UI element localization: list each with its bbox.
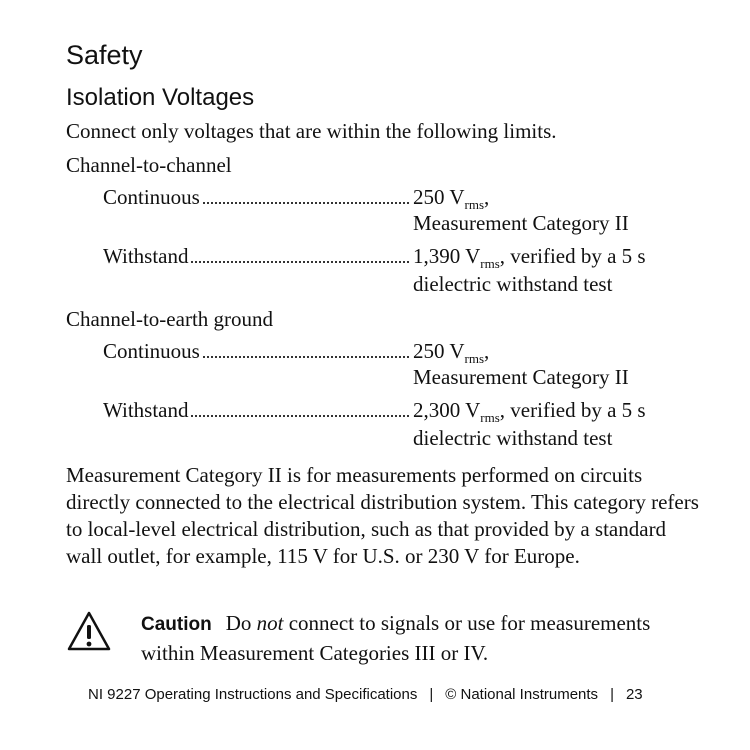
page-title: Safety [66,40,143,70]
spec-row-label: Withstand [103,397,411,424]
spec-value: 1,390 $V_{rms}$, verified by a 5 s [413,244,646,271]
caution-note: Caution Do not connect to signals or use for measurements within Measurement Categories III or IV. [141,611,651,665]
spec-value: 250 $V_{rms}$, [413,185,490,212]
page-footer: NI 9227 Operating Instructions and Specifications | © National Instruments | 23 [88,686,643,703]
spec-value: 2,300 $V_{rms}$, verified by a 5 s [413,398,646,425]
caution-emphasis: not [256,611,284,635]
spec-row-label: Withstand [103,243,411,270]
spec-row-label: Continuous [103,184,411,211]
intro-text: Connect only voltages that are within the following limits. [66,119,557,143]
spec-value-line2: Measurement Category II [413,211,629,235]
spec-value-line2: dielectric withstand test [413,272,613,296]
group-title-channel-to-earth: Channel-to-earth ground [66,307,274,331]
warning-triangle-icon [66,610,112,657]
page-number: 23 [625,686,643,703]
spec-value: 250 $V_{rms}$, [413,339,490,366]
section-title: Isolation Voltages [66,84,255,111]
spec-row-label: Continuous [103,338,411,365]
spec-value-line2: Measurement Category II [413,365,629,389]
measurement-category-paragraph: Measurement Category II is for measurements performed on circuits directly connected to the electrical distribution system. This category refers to local-level electrical distribution, such as that provided by a standard wall outlet, for example, 115 V for U.S. or 230 V for Europe. [66,463,699,568]
spec-value-line2: dielectric withstand test [413,426,613,450]
caution-label: Caution [141,614,212,635]
footer-company: © National Instruments [445,686,599,703]
group-title-channel-to-channel: Channel-to-channel [66,153,232,177]
footer-doc-title: NI 9227 Operating Instructions and Specifications [88,686,418,703]
